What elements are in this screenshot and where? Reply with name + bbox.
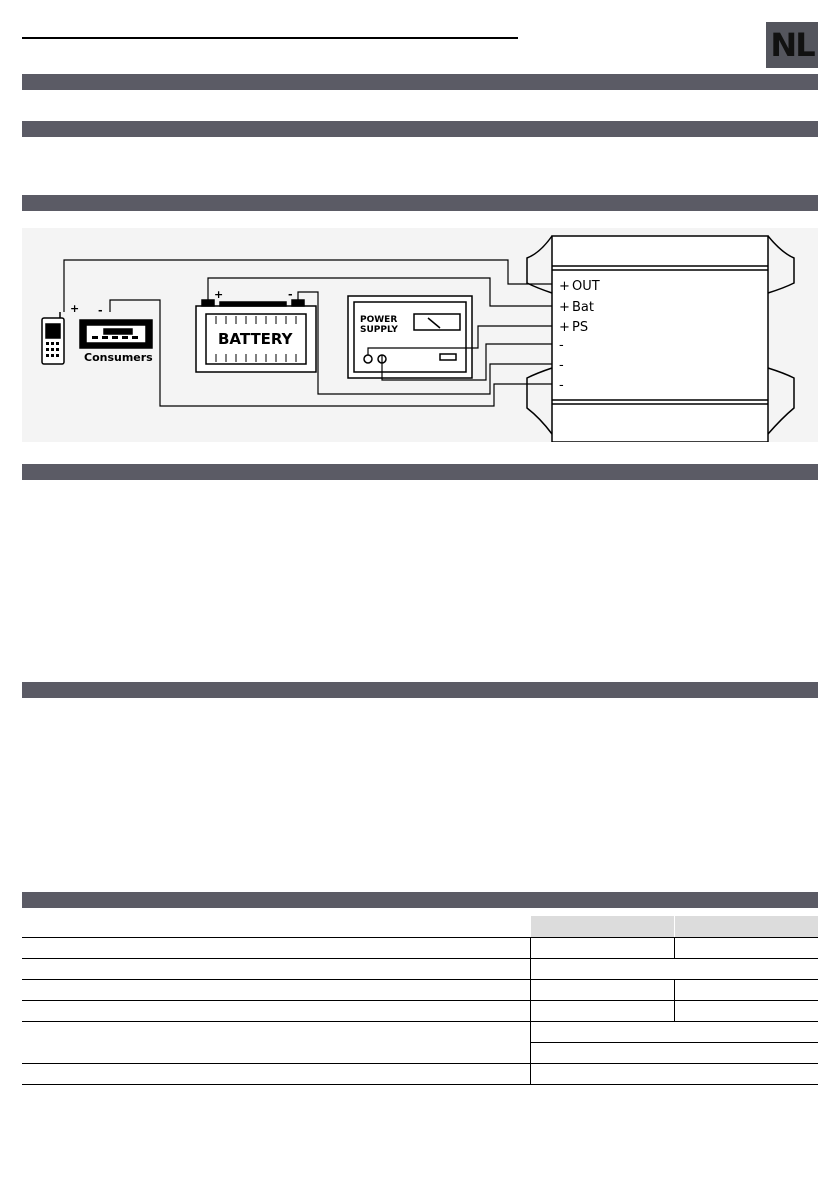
terminal-sign: + — [559, 279, 570, 294]
terminal-sign: + — [559, 300, 570, 315]
table-row — [22, 938, 818, 959]
top-rule — [22, 37, 518, 39]
consumer-minus-label: - — [98, 304, 103, 317]
terminal-sign: - — [559, 338, 564, 353]
terminal-sign: + — [559, 320, 570, 335]
power-supply-line2: SUPPLY — [360, 325, 398, 335]
language-badge: NL — [766, 22, 818, 68]
table-row — [22, 1001, 818, 1022]
section-bar-4 — [22, 464, 818, 480]
battery-minus-label: - — [288, 288, 293, 301]
table-row — [22, 1064, 818, 1085]
section-bar-6 — [22, 892, 818, 908]
section-bar-3 — [22, 195, 818, 211]
section-bar-5 — [22, 682, 818, 698]
section-bar-1 — [22, 74, 818, 90]
table-row — [22, 959, 818, 980]
power-supply-line1: POWER — [360, 315, 398, 325]
terminal-sign: - — [559, 358, 564, 373]
terminal-label-ps: PS — [572, 320, 589, 335]
table-row — [22, 1022, 818, 1043]
wiring-diagram — [22, 228, 818, 442]
terminal-label-out: OUT — [572, 279, 600, 294]
terminal-label-bat: Bat — [572, 300, 594, 315]
phone-icon — [42, 312, 64, 364]
consumer-plus-label: + — [70, 302, 80, 315]
table-row — [22, 916, 818, 938]
power-supply-icon — [348, 296, 472, 378]
terminal-sign: - — [559, 378, 564, 393]
table-row — [22, 980, 818, 1001]
radio-icon — [80, 320, 152, 348]
battery-plus-label: + — [214, 288, 224, 301]
charger-housing — [527, 236, 794, 442]
section-bar-2 — [22, 121, 818, 137]
consumers-label: Consumers — [84, 351, 153, 364]
battery-label: BATTERY — [218, 330, 293, 348]
specification-table — [22, 916, 818, 1085]
